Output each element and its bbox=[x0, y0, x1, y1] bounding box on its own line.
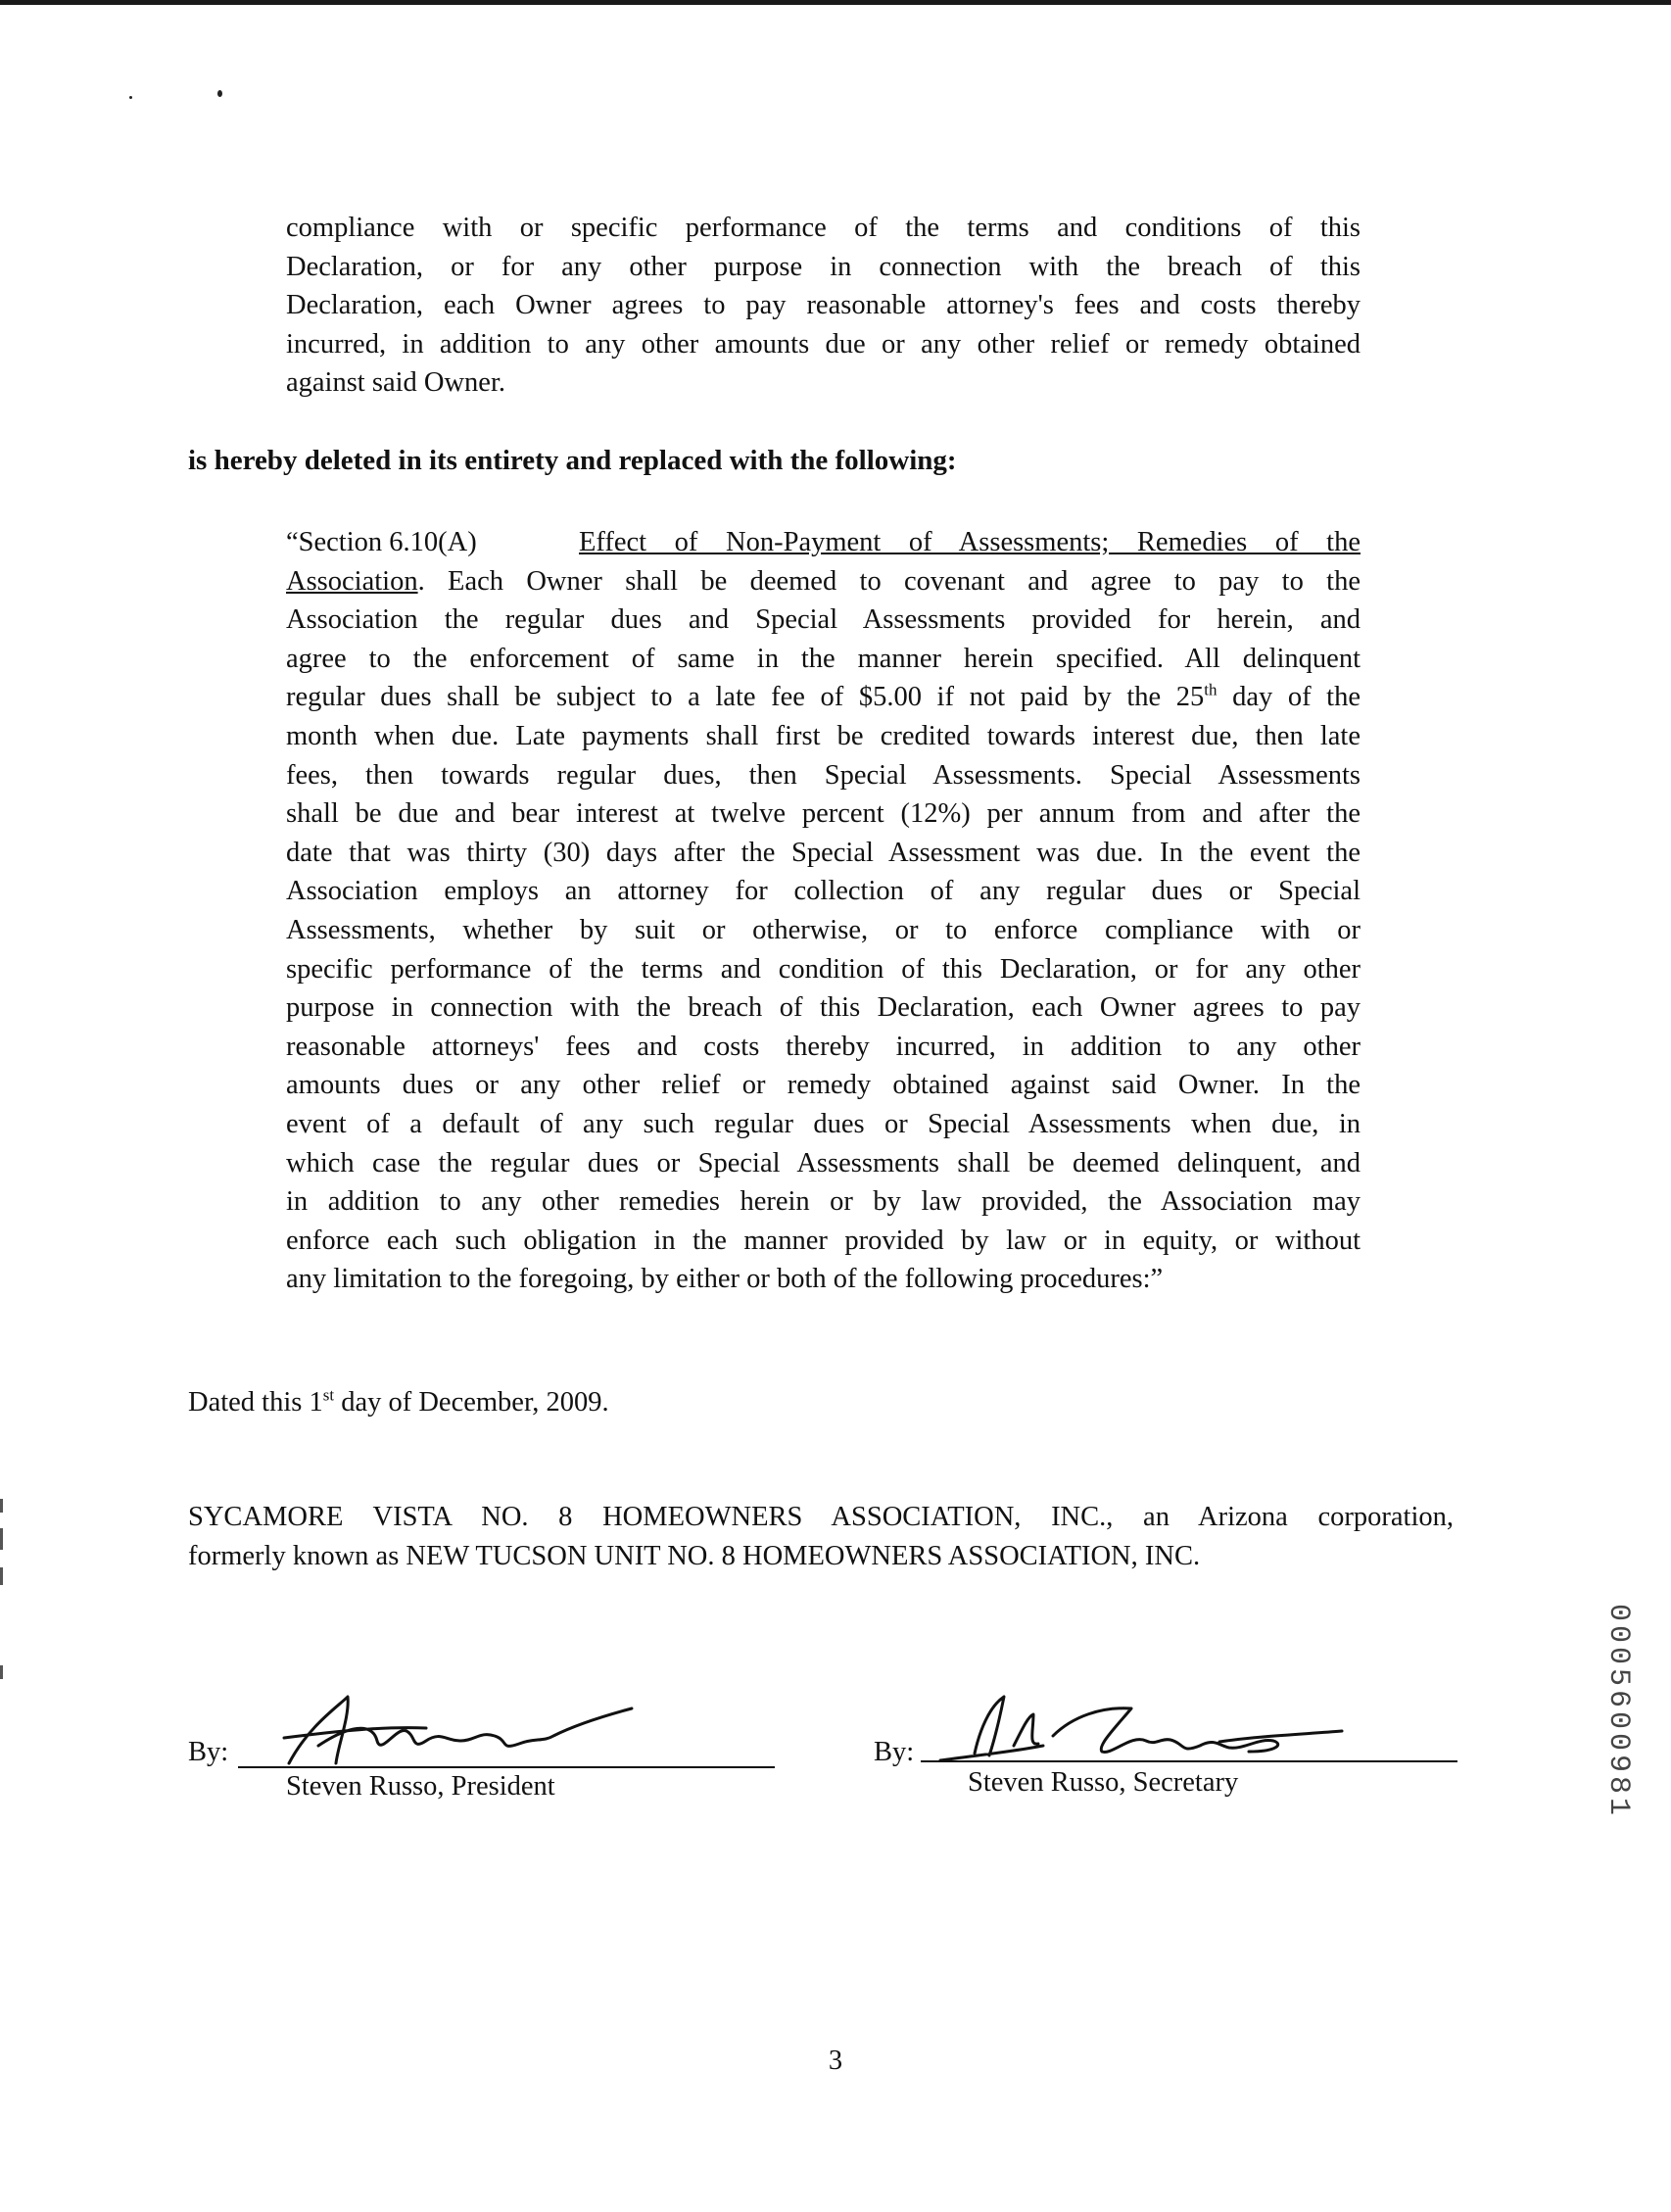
dated-prefix: Dated this 1 bbox=[188, 1387, 323, 1418]
scan-edge-mark bbox=[0, 1567, 3, 1585]
top-paragraph-line: Declaration, each Owner agrees to pay reasonable attorney's fees and costs thereby bbox=[286, 290, 1361, 321]
association-block bbox=[188, 1498, 1454, 1575]
section-line-text: regular dues shall be subject to a late fee of $5.00 if not paid by the 25 bbox=[286, 682, 1205, 713]
top-paragraph-line: compliance with or specific performance of the terms and conditions of this bbox=[286, 213, 1361, 243]
section-line: agree to the enforcement of same in the manner herein specified. All delinquent bbox=[286, 643, 1361, 674]
section-line: any limitation to the foregoing, by either or both of the following procedures:” bbox=[286, 1264, 1164, 1295]
president-signature bbox=[279, 1687, 651, 1775]
section-line bbox=[286, 678, 1361, 717]
section-line: Assessments, whether by suit or otherwise, or to enforce compliance with or bbox=[286, 914, 1361, 945]
scan-speck bbox=[217, 90, 222, 97]
recording-number: 0005600981 bbox=[1601, 1603, 1635, 1820]
signature-by-label: By: bbox=[188, 1737, 229, 1767]
top-paragraph-line: against said Owner. bbox=[286, 367, 505, 399]
section-title-continued: Association bbox=[286, 565, 418, 597]
top-paragraph-line: incurred, in addition to any other amounts due or any other relief or remedy obtained bbox=[286, 328, 1361, 360]
recording-stamp bbox=[1599, 1589, 1638, 1834]
section-line: Association employs an attorney for collection of any regular dues or Special bbox=[286, 876, 1361, 907]
top-paragraph bbox=[286, 209, 1361, 403]
section-heading-line bbox=[286, 523, 1361, 562]
section-line: shall be due and bear interest at twelve percent (12%) per annum from and after the bbox=[286, 798, 1361, 830]
signer-name: Steven Russo, President bbox=[286, 1771, 555, 1802]
secretary-signature bbox=[935, 1687, 1347, 1775]
scan-top-border bbox=[0, 0, 1671, 5]
section-line: month when due. Late payments shall first be credited towards interest due, then late bbox=[286, 720, 1361, 751]
section-line: reasonable attorneys' fees and costs thereby incurred, in addition to any other bbox=[286, 1031, 1361, 1062]
section-line-text: day of the bbox=[1217, 682, 1361, 713]
dated-suffix: day of December, 2009. bbox=[334, 1387, 609, 1418]
top-paragraph-line: Declaration, or for any other purpose in connection with the breach of this bbox=[286, 251, 1361, 282]
signer-name: Steven Russo, Secretary bbox=[968, 1767, 1239, 1798]
section-paragraph bbox=[286, 523, 1361, 1299]
section-line: enforce each such obligation in the manner provided by law or in equity, or without bbox=[286, 1225, 1361, 1256]
section-line bbox=[286, 562, 1361, 601]
scan-edge-mark bbox=[0, 1499, 3, 1513]
ordinal-suffix: th bbox=[1204, 680, 1217, 699]
signature-by-label: By: bbox=[874, 1737, 915, 1767]
ordinal-suffix: st bbox=[322, 1385, 335, 1405]
scan-edge-mark bbox=[0, 1528, 3, 1550]
section-line-text: . Each Owner shall be deemed to covenant and agree to pay to the bbox=[417, 565, 1361, 597]
section-line: date that was thirty (30) days after the Special Assessment was due. In the event the bbox=[286, 837, 1361, 868]
dated-line bbox=[188, 1383, 609, 1422]
section-line: Association the regular dues and Special Assessments provided for herein, and bbox=[286, 604, 1361, 636]
section-line: fees, then towards regular dues, then Special Assessments. Special Assessments bbox=[286, 759, 1361, 791]
page-number: 3 bbox=[828, 2045, 843, 2076]
section-line: event of a default of any such regular dues or Special Assessments when due, in bbox=[286, 1108, 1361, 1139]
replacement-heading: is hereby deleted in its entirety and replaced with the following: bbox=[188, 445, 957, 476]
section-line: specific performance of the terms and condition of this Declaration, or for any other bbox=[286, 953, 1361, 985]
scan-speck bbox=[129, 96, 132, 99]
section-title: Effect of Non-Payment of Assessments; Remedies of the bbox=[579, 527, 1361, 557]
section-line: in addition to any other remedies herein or by law provided, the Association may bbox=[286, 1186, 1361, 1218]
section-line: purpose in connection with the breach of this Declaration, each Owner agrees to pay bbox=[286, 992, 1361, 1024]
association-line: SYCAMORE VISTA NO. 8 HOMEOWNERS ASSOCIATION, INC., an Arizona corporation, bbox=[188, 1502, 1454, 1532]
section-line: which case the regular dues or Special Assessments shall be deemed delinquent, and bbox=[286, 1147, 1361, 1178]
scan-edge-mark bbox=[0, 1665, 3, 1679]
section-line: amounts dues or any other relief or remedy obtained against said Owner. In the bbox=[286, 1070, 1361, 1101]
section-number: “Section 6.10(A) bbox=[286, 527, 477, 557]
association-line: formerly known as NEW TUCSON UNIT NO. 8 HOMEOWNERS ASSOCIATION, INC. bbox=[188, 1540, 1201, 1571]
